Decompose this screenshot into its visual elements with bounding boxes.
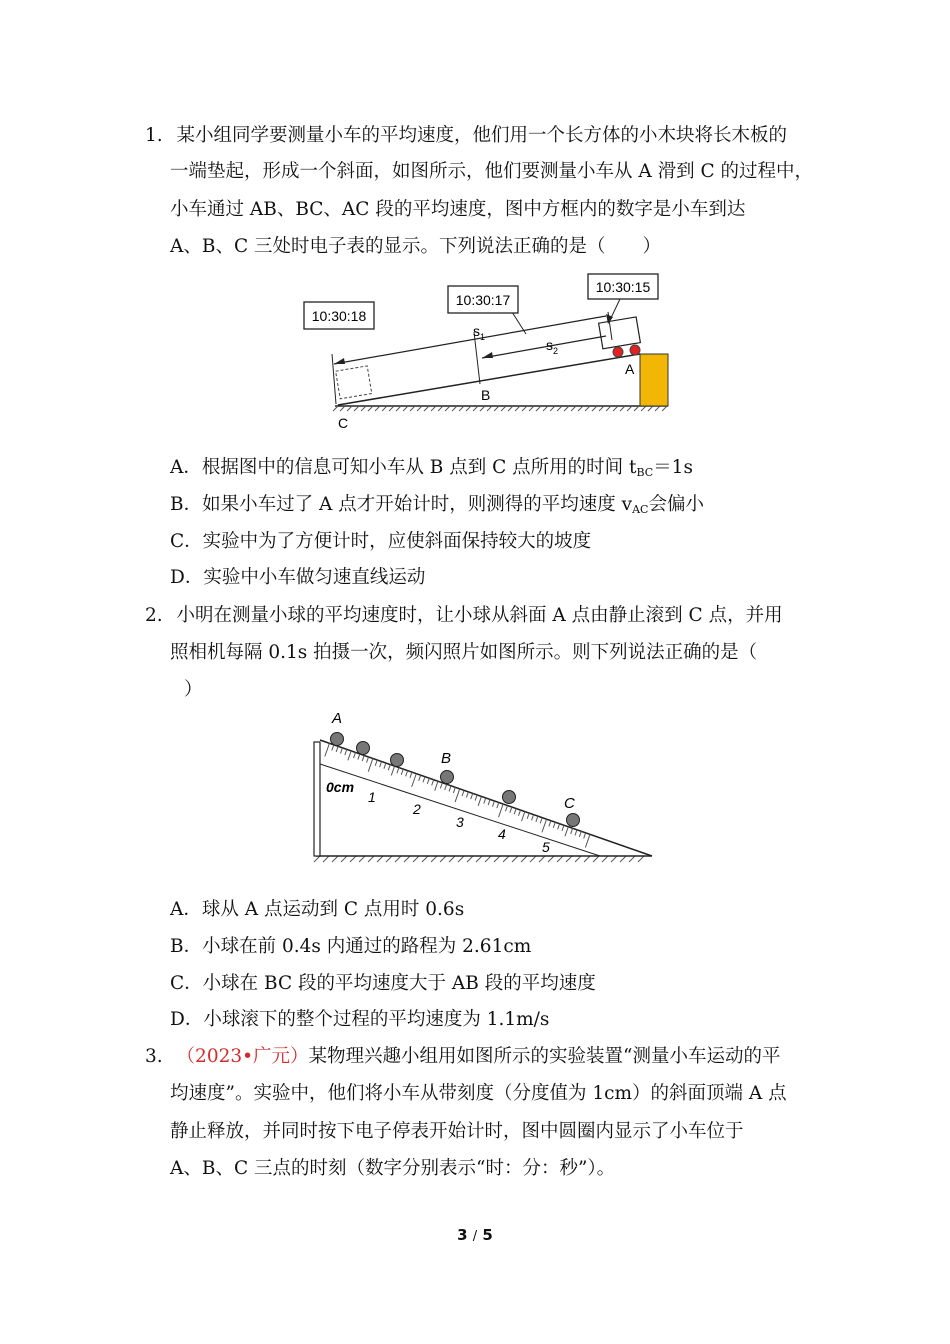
ruler-tick-5: 5 bbox=[542, 839, 550, 855]
q2-option-a: A．球从 A 点运动到 C 点用时 0.6s bbox=[170, 899, 465, 920]
q1-number: 1. bbox=[145, 125, 163, 146]
ruler-tick bbox=[440, 783, 442, 789]
ruler-tick bbox=[340, 748, 342, 754]
time-c: 10:30:18 bbox=[311, 308, 367, 324]
ruler-tick bbox=[549, 821, 551, 827]
ball-3 bbox=[391, 754, 404, 767]
ruler-tick bbox=[410, 772, 412, 778]
ruler-tick bbox=[455, 789, 460, 802]
hatch-mark bbox=[476, 856, 482, 862]
hatch-mark bbox=[602, 856, 608, 862]
page-sep: / bbox=[472, 1229, 478, 1244]
ruler-tick bbox=[345, 749, 347, 755]
q1-text-4: A、B、C 三处时电子表的显示。下列说法正确的是（ ） bbox=[170, 236, 661, 257]
q3-text-2: 均速度”。实验中，他们将小车从带刻度（分度值为 1cm）的斜面顶端 A 点 bbox=[170, 1083, 787, 1104]
q2-number: 2. bbox=[145, 605, 163, 626]
cart-wheel-1 bbox=[613, 347, 623, 357]
q1-option-c: C．实验中为了方便计时，应使斜面保持较大的坡度 bbox=[170, 531, 592, 552]
pointer-b bbox=[512, 312, 526, 334]
ruler-tick bbox=[462, 790, 464, 796]
ruler-tick bbox=[435, 781, 438, 790]
hatch-mark bbox=[341, 856, 347, 862]
ruler-tick bbox=[419, 775, 421, 781]
ruler-tick bbox=[492, 801, 494, 807]
hatch-mark bbox=[494, 856, 500, 862]
label-a: A bbox=[625, 361, 635, 377]
ruler-tick bbox=[449, 786, 451, 792]
ground-hatch bbox=[333, 406, 668, 411]
ruler-tick bbox=[584, 833, 586, 839]
q2-line-1 bbox=[145, 604, 783, 628]
support-block bbox=[640, 354, 668, 406]
ruler-tick bbox=[497, 802, 499, 808]
q1-text-1: 某小组同学要测量小车的平均速度，他们用一个长方体的小木块将长木板的 bbox=[176, 125, 788, 146]
ball-4 bbox=[441, 771, 454, 784]
marker-c bbox=[332, 354, 336, 404]
ruler-tick-2: 2 bbox=[413, 801, 421, 817]
ruler-tick bbox=[571, 828, 573, 834]
ball-2 bbox=[357, 742, 370, 755]
s1-sub: 1 bbox=[480, 332, 486, 342]
ruler-tick bbox=[423, 777, 425, 783]
ruler-tick bbox=[532, 815, 534, 821]
q2-text-2: 照相机每隔 0.1s 拍摄一次，频闪照片如图所示。则下列说法正确的是（ bbox=[170, 642, 758, 663]
ruler-tick bbox=[354, 752, 356, 758]
hatch-mark bbox=[467, 856, 473, 862]
q1-incline-figure bbox=[290, 272, 680, 434]
ruler-tick bbox=[514, 809, 516, 815]
ruler-tick bbox=[542, 819, 547, 832]
ruler-tick bbox=[575, 830, 577, 836]
hatch-mark bbox=[332, 856, 338, 862]
q3-text-4: A、B、C 三点的时刻（数字分别表示“时：分：秒”）。 bbox=[170, 1158, 616, 1179]
q3-text-3: 静止释放，并同时按下电子停表开始计时，图中圆圈内显示了小车位于 bbox=[170, 1121, 744, 1142]
ruler-tick bbox=[585, 834, 590, 847]
hatch-mark bbox=[539, 856, 545, 862]
page-number bbox=[0, 1226, 950, 1244]
s1-arrowhead bbox=[334, 358, 345, 364]
hatch-mark bbox=[458, 856, 464, 862]
hatch-mark bbox=[431, 856, 437, 862]
q3-source: （2023•广元） bbox=[176, 1046, 309, 1067]
label-s2 bbox=[546, 337, 558, 356]
s2-arrowhead bbox=[482, 352, 493, 358]
cart-at-c-dashed bbox=[336, 366, 372, 399]
hatch-mark bbox=[548, 856, 554, 862]
q2-ruler-figure bbox=[300, 708, 670, 868]
hatch-mark bbox=[395, 856, 401, 862]
ruler-tick-1: 1 bbox=[368, 789, 376, 805]
ruler-tick bbox=[475, 795, 477, 801]
q1-option-b bbox=[170, 493, 704, 522]
page-total: 5 bbox=[482, 1226, 493, 1244]
ruler-ticks bbox=[325, 743, 590, 847]
label-c: C bbox=[338, 415, 349, 431]
s2-arrow bbox=[482, 336, 606, 358]
ruler-tick bbox=[367, 757, 369, 763]
ball-6 bbox=[567, 814, 580, 827]
hatch-mark bbox=[377, 856, 383, 862]
q1-option-a-prefix: A．根据图中的信息可知小车从 B 点到 C 点所用的时间 t bbox=[170, 457, 637, 478]
wall bbox=[314, 742, 320, 856]
q3-number: 3. bbox=[145, 1046, 163, 1067]
ruler-tick bbox=[488, 799, 490, 805]
ruler-tick bbox=[427, 778, 429, 784]
hatch-mark bbox=[512, 856, 518, 862]
hatch-mark bbox=[422, 856, 428, 862]
ruler-tick bbox=[471, 793, 473, 799]
ball-1 bbox=[331, 733, 344, 746]
ruler-tick-4: 4 bbox=[498, 826, 506, 842]
q1-option-b-prefix: B．如果小车过了 A 点才开始计时，则测得的平均速度 v bbox=[170, 494, 633, 515]
ground-hatch-2 bbox=[314, 856, 644, 862]
ruler-tick bbox=[401, 769, 403, 775]
time-a: 10:30:15 bbox=[595, 279, 651, 295]
q1-option-a bbox=[170, 456, 693, 485]
q2-option-d: D．小球滚下的整个过程的平均速度为 1.1m/s bbox=[170, 1009, 550, 1030]
hatch-mark bbox=[620, 856, 626, 862]
ruler-tick bbox=[522, 812, 525, 821]
ruler-tick bbox=[506, 806, 508, 812]
q1-text-3: 小车通过 AB、BC、AC 段的平均速度，图中方框内的数字是小车到达 bbox=[170, 199, 746, 220]
time-b: 10:30:17 bbox=[455, 292, 511, 308]
ruler-tick bbox=[325, 743, 330, 756]
hatch-mark bbox=[503, 856, 509, 862]
ruler-tick bbox=[553, 822, 555, 828]
s2-sub: 2 bbox=[553, 346, 559, 356]
ruler-tick bbox=[368, 758, 373, 771]
hatch-mark bbox=[386, 856, 392, 862]
cart-wheel-2 bbox=[630, 345, 640, 355]
q1-option-b-sub: AC bbox=[632, 503, 649, 516]
ruler-tick bbox=[499, 804, 504, 817]
q2-text-1: 小明在测量小球的平均速度时，让小球从斜面 A 点由静止滚到 C 点，并用 bbox=[176, 605, 783, 626]
label-a-2: A bbox=[332, 710, 343, 727]
hatch-mark bbox=[566, 856, 572, 862]
q1-line-1 bbox=[145, 124, 787, 148]
q3-text-1: 某物理兴趣小组用如图所示的实验装置“测量小车运动的平 bbox=[308, 1046, 781, 1067]
ruler-tick bbox=[397, 768, 399, 774]
hatch-mark bbox=[629, 856, 635, 862]
ruler-tick bbox=[478, 796, 481, 805]
ruler-tick bbox=[562, 825, 564, 831]
ruler-tick bbox=[527, 813, 529, 819]
ruler-tick bbox=[412, 774, 417, 787]
q1-option-a-suffix: ＝1s bbox=[653, 457, 693, 478]
q1-option-b-suffix: 会偏小 bbox=[648, 494, 704, 515]
hatch-mark bbox=[323, 856, 329, 862]
hatch-mark bbox=[557, 856, 563, 862]
ruler-tick bbox=[466, 792, 468, 798]
cart-at-a bbox=[599, 317, 641, 349]
ruler-tick bbox=[375, 760, 377, 766]
label-b-2: B bbox=[441, 750, 452, 767]
q2-option-b: B．小球在前 0.4s 内通过的路程为 2.61cm bbox=[170, 936, 532, 957]
ruler-unit: 0cm bbox=[326, 779, 355, 795]
hatch-mark bbox=[638, 856, 644, 862]
ruler-tick bbox=[536, 816, 538, 822]
ruler-tick bbox=[565, 827, 568, 836]
q1-option-a-sub: BC bbox=[636, 466, 654, 479]
page-current: 3 bbox=[457, 1226, 468, 1244]
ruler-tick bbox=[445, 784, 447, 790]
ruler-tick bbox=[453, 787, 455, 793]
ruler-tick bbox=[484, 798, 486, 804]
ruler-tick bbox=[558, 824, 560, 830]
hatch-mark bbox=[413, 856, 419, 862]
ruler-tick bbox=[432, 780, 434, 786]
hatch-mark bbox=[575, 856, 581, 862]
s1-arrow bbox=[334, 316, 606, 364]
q2-option-c: C．小球在 BC 段的平均速度大于 AB 段的平均速度 bbox=[170, 973, 596, 994]
ruler-tick bbox=[332, 745, 334, 751]
label-b: B bbox=[481, 387, 491, 403]
ruler-tick bbox=[358, 754, 360, 760]
hatch-mark bbox=[404, 856, 410, 862]
q1-text-2: 一端垫起，形成一个斜面，如图所示，他们要测量小车从 A 滑到 C 的过程中， bbox=[170, 161, 814, 182]
hatch-mark bbox=[440, 856, 446, 862]
ruler-tick bbox=[348, 751, 351, 760]
ruler-tick bbox=[406, 771, 408, 777]
hatch-mark bbox=[584, 856, 590, 862]
ruler-tick-3: 3 bbox=[456, 814, 464, 830]
ruler-tick bbox=[362, 755, 364, 761]
ruler-tick bbox=[579, 831, 581, 837]
hatch-mark bbox=[530, 856, 536, 862]
hatch-mark bbox=[485, 856, 491, 862]
hatch-mark bbox=[611, 856, 617, 862]
ruler-tick bbox=[380, 762, 382, 768]
ruler-tick bbox=[519, 810, 521, 816]
hatch-mark bbox=[314, 856, 320, 862]
hatch-mark bbox=[350, 856, 356, 862]
ruler-tick bbox=[388, 765, 390, 771]
ruler-tick bbox=[336, 746, 338, 752]
hatch-mark bbox=[359, 856, 365, 862]
s2-base: s bbox=[546, 337, 553, 353]
q3-line-1 bbox=[145, 1045, 781, 1069]
ruler-tick bbox=[384, 763, 386, 769]
hatch-mark bbox=[521, 856, 527, 862]
ruler-tick bbox=[540, 818, 542, 824]
ruler-tick bbox=[391, 766, 394, 775]
hatch-mark bbox=[593, 856, 599, 862]
ball-5 bbox=[503, 791, 516, 804]
q2-text-3: ） bbox=[184, 679, 203, 700]
label-c-2: C bbox=[564, 795, 575, 812]
ruler-tick bbox=[510, 807, 512, 813]
q1-option-d: D．实验中小车做匀速直线运动 bbox=[170, 567, 426, 588]
ruler-edge bbox=[320, 764, 600, 856]
s1-base: s bbox=[473, 323, 480, 339]
hatch-mark bbox=[449, 856, 455, 862]
hatch-mark bbox=[368, 856, 374, 862]
